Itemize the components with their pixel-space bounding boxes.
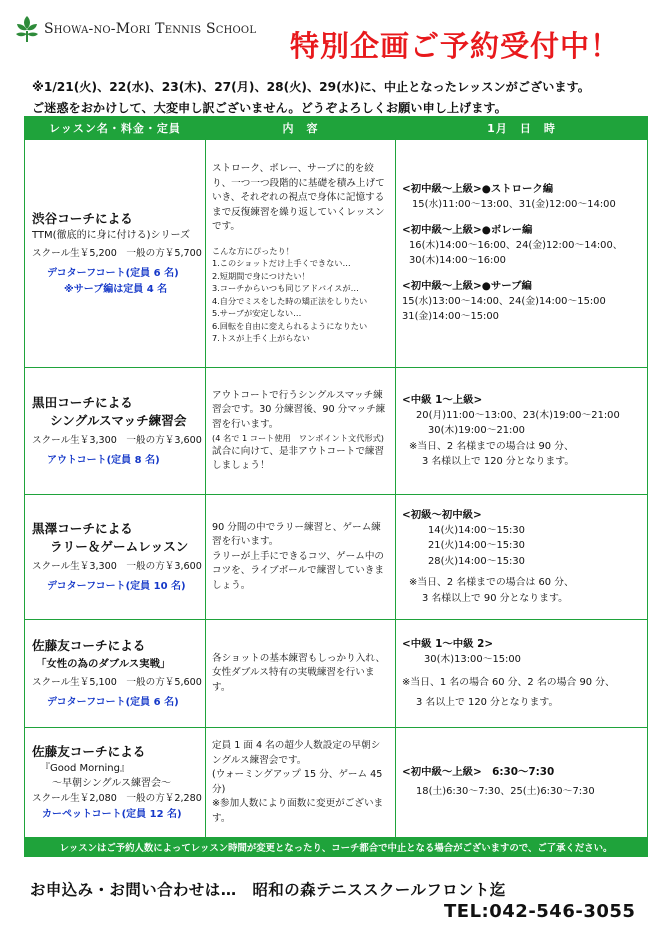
schedule-heading: <初中級～上級> 6:30～7:30 [402, 766, 555, 779]
schedule-line: 28(火)14:00～15:30 [428, 555, 525, 567]
lesson-format-note: (ウォーミングアップ 15 分、ゲーム 45 分) [212, 769, 383, 795]
court-capacity: デコターフコート(定員 6 名) [47, 267, 179, 279]
table-row [25, 495, 648, 620]
lesson-info-cell [25, 140, 206, 368]
schedule-line: 30(木)13:00～15:00 [424, 653, 521, 665]
school-logo [14, 14, 256, 44]
lesson-description: ストローク、ボレー、サーブに的を絞り、一つ一つ段階的に基礎を積み上げていき、それぞれの視点で身体に記憶するまで反復練習を繰り返していくレッスンです。 [212, 163, 385, 233]
schedule-heading: <中級 1～上級> [402, 393, 483, 406]
schedule-heading: <初級～初中級> [402, 508, 482, 521]
schedule-heading: <初中級～上級>●ストローク編 [402, 183, 554, 196]
lesson-description-closing: 試合に向けて、是非アウトコートで練習しましょう！ [212, 445, 385, 471]
table-row [25, 368, 648, 495]
table-row [25, 620, 648, 728]
coach-name: 佐藤友コーチによる [32, 743, 146, 759]
lesson-subtitle: ～早朝シングルス練習会～ [52, 777, 171, 789]
schedule-line: 14(火)14:00～15:30 [428, 524, 525, 536]
schedule-note: ※当日、2 名様までの場合は 60 分、 [409, 577, 574, 589]
table-row [25, 728, 648, 838]
schedule-line: 21(火)14:00～15:30 [428, 540, 525, 552]
schedule-heading: <中級 1～中級 2> [402, 637, 494, 650]
coach-name: 渋谷コーチによる [32, 210, 133, 226]
lesson-info-cell [25, 495, 206, 620]
lesson-price: スクール生￥3,300 一般の方￥3,600 [32, 434, 202, 446]
checklist-title: こんな方にぴったり！ [212, 245, 294, 256]
lesson-schedule-cell [396, 728, 648, 838]
table-footer-row [25, 838, 648, 857]
lesson-title: 「女性の為のダブルス実戦」 [36, 657, 171, 670]
table-footer-note: レッスンはご予約人数によってレッスン時間が変更となったり、コーチ都合で中止となる場合がございますので、ご了承ください。 [25, 838, 648, 857]
court-change-note: ※参加人数により面数に変更がございます。 [212, 798, 384, 824]
lesson-schedule-cell [396, 368, 648, 495]
lesson-info-cell [25, 728, 206, 838]
schedule-line: 15(水)11:00～13:00、31(金)12:00～14:00 [412, 199, 616, 211]
lesson-content-cell [206, 368, 396, 495]
court-capacity: デコターフコート(定員 6 名) [47, 696, 179, 708]
lesson-title: ラリー＆ゲームレッスン [50, 538, 189, 554]
apology-notice: ご迷惑をおかけして、大変申し訳ございません。どうぞよろしくお願い申し上げます。 [32, 101, 507, 115]
header-lesson: レッスン名・料金・定員 [25, 117, 206, 140]
checklist-item: 5.サーブが安定しない… [212, 308, 302, 319]
court-capacity: デコターフコート(定員 10 名) [47, 580, 186, 592]
lesson-description: 各ショットの基本練習もしっかり入れ、女性ダブルス特有の実戦練習を行います。 [212, 652, 386, 693]
table-row [25, 140, 648, 368]
checklist-item: 3.コーチからいつも同じアドバイスが… [212, 283, 359, 294]
schedule-note: 3 名以上で 120 分となります。 [416, 696, 559, 708]
lesson-description: 定員 1 面 4 名の超少人数設定の早朝シングルス練習会です。 [212, 740, 381, 766]
school-name: Showa-no-Mori Tennis School [44, 21, 257, 37]
lesson-content-cell [206, 140, 396, 368]
lesson-table [24, 116, 648, 857]
checklist-item: 6.回転を自由に変えられるようになりたい [212, 320, 368, 331]
schedule-line: 30(木)14:00～16:00 [409, 255, 506, 267]
schedule-heading: <初中級～上級>●サーブ編 [402, 279, 532, 292]
lesson-title: シングルスマッチ練習会 [50, 412, 187, 428]
coach-name: 黒田コーチによる [32, 394, 133, 410]
schedule-note: ※当日、2 名様までの場合は 90 分、 [409, 440, 574, 452]
lesson-price: スクール生￥5,200 一般の方￥5,700 [32, 247, 202, 259]
schedule-note: ※当日、1 名の場合 60 分、2 名の場合 90 分、 [402, 677, 615, 689]
schedule-note: 3 名様以上で 90 分となります。 [422, 592, 568, 604]
lesson-title: TTM(徹底的に身に付ける)シリーズ [32, 229, 190, 241]
schedule-note: 3 名様以上で 120 分となります。 [422, 456, 575, 467]
checklist-item: 7.トスが上手く上がらない [212, 333, 310, 344]
table-header-row [25, 117, 648, 140]
lesson-schedule-cell [396, 620, 648, 728]
header-content: 内 容 [206, 117, 396, 140]
serve-capacity-note: ※サーブ編は定員 4 名 [64, 283, 168, 295]
cancel-notice: ※1/21(火)、22(水)、23(木)、27(月)、28(火)、29(水)に、中止となったレッスンがございます。 [32, 80, 590, 94]
lesson-description-tips: ラリーが上手にできるコツ、ゲーム中のコツを、ライブボールで練習していきましょう。 [212, 550, 385, 591]
court-capacity: カーペットコート(定員 12 名) [42, 808, 182, 820]
lesson-price: スクール生￥3,300 一般の方￥3,600 [32, 560, 202, 572]
schedule-line: 15(水)13:00～14:00、24(金)14:00～15:00 [402, 295, 606, 307]
court-capacity: アウトコート(定員 8 名) [47, 454, 160, 466]
schedule-line: 20(月)11:00～13:00、23(木)19:00～21:00 [416, 409, 620, 421]
coach-name: 佐藤友コーチによる [32, 637, 146, 653]
schedule-line: 18(土)6:30～7:30、25(土)6:30～7:30 [416, 786, 595, 798]
phone-number[interactable]: TEL:042-546-3055 [444, 901, 636, 922]
lesson-schedule-cell [396, 140, 648, 368]
schedule-line: 30(木)19:00～21:00 [428, 425, 525, 436]
lesson-description: アウトコートで行うシングルスマッチ練習会です。30 分練習後、90 分マッチ練習を行います。 [212, 389, 386, 430]
lesson-content-cell [206, 728, 396, 838]
checklist-item: 2.短期間で身につけたい！ [212, 270, 310, 281]
lesson-price: スクール生￥5,100 一般の方￥5,600 [32, 676, 202, 688]
schedule-line: 16(木)14:00～16:00、24(金)12:00～14:00、 [409, 239, 623, 251]
checklist-item: 4.自分でミスをした時の矯正法をしりたい [212, 295, 368, 306]
campaign-title: 特別企画ご予約受付中！ [290, 29, 621, 63]
contact-info: お申込み・お問い合わせは… 昭和の森テニススクールフロント迄 [30, 881, 506, 899]
coach-name: 黒澤コーチによる [32, 520, 133, 536]
lesson-description: 90 分間の中でラリー練習と、ゲーム練習を行います。 [212, 521, 381, 548]
lesson-schedule-cell [396, 495, 648, 620]
checklist-item: 1.このショットだけ上手くできない… [212, 258, 351, 269]
leaf-logo-icon [14, 14, 40, 44]
header-date: 1月 日 時 [396, 117, 648, 140]
lesson-format-note: (4 名で 1 コート使用 ワンポイント文代形式) [212, 433, 384, 443]
lesson-info-cell [25, 368, 206, 495]
schedule-heading: <初中級～上級>●ボレー編 [402, 223, 533, 236]
lesson-content-cell [206, 620, 396, 728]
schedule-line: 31(金)14:00～15:00 [402, 311, 499, 323]
lesson-price: スクール生￥2,080 一般の方￥2,280 [32, 792, 202, 804]
lesson-content-cell [206, 495, 396, 620]
lesson-title: 『Good Morning』 [40, 762, 130, 774]
lesson-info-cell [25, 620, 206, 728]
